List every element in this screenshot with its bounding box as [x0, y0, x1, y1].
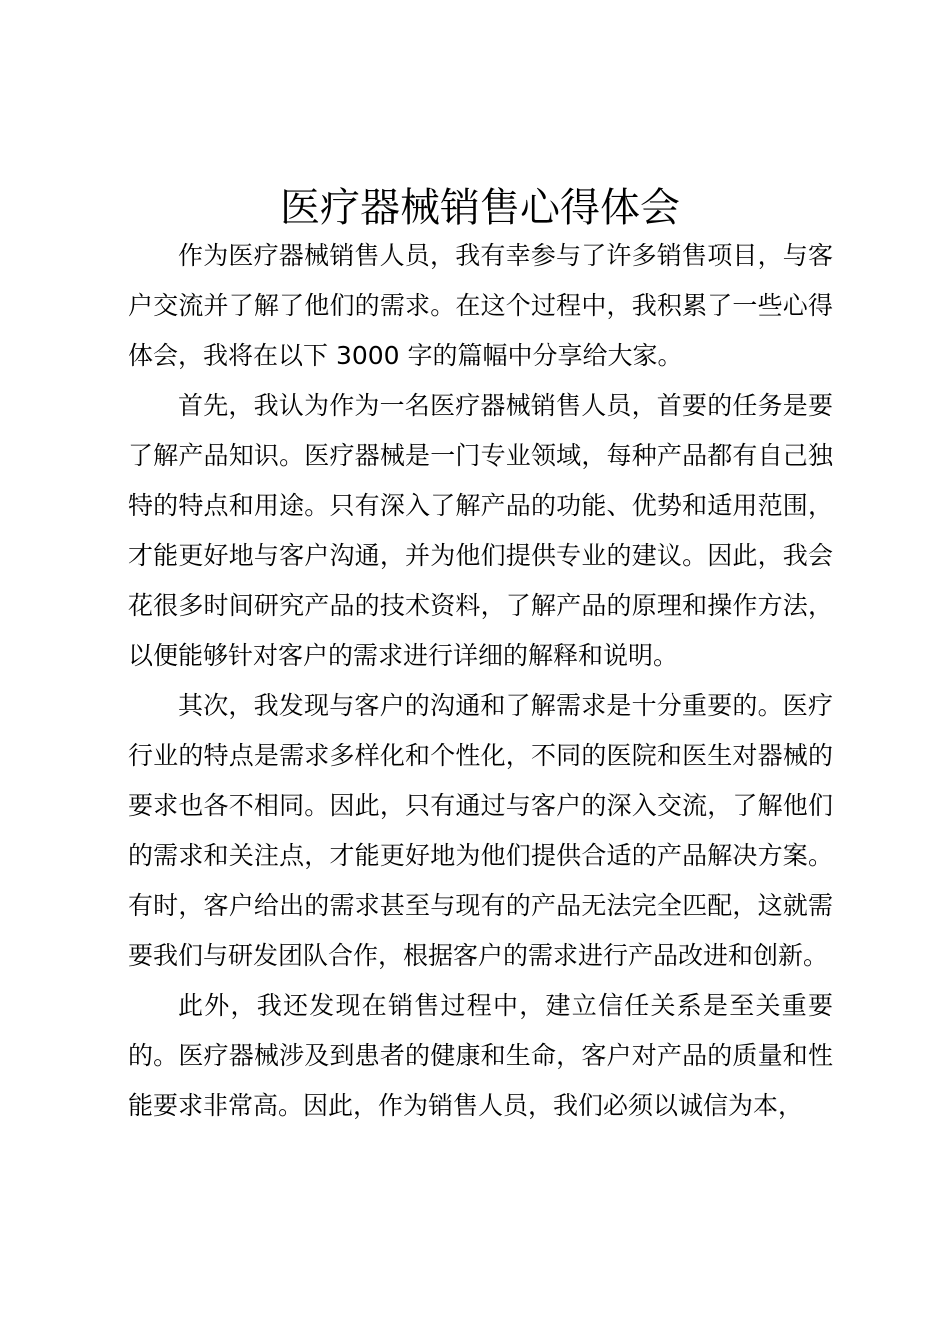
document-body — [128, 231, 833, 1131]
paragraph-customer-communication: 其次，我发现与客户的沟通和了解需求是十分重要的。医疗行业的特点是需求多样化和个性化，不同的医院和医生对器械的要求也各不相同。因此，只有通过与客户的深入交流，了解他们的需求和关注点，才能更好地为他们提供合适的产品解决方案。有时，客户给出的需求甚至与现有的产品无法完全匹配，这就需要我们与研发团队合作，根据客户的需求进行产品改进和创新。 — [128, 691, 833, 970]
paragraph-trust: 此外，我还发现在销售过程中，建立信任关系是至关重要的。医疗器械涉及到患者的健康和生命，客户对产品的质量和性能要求非常高。因此，作为销售人员，我们必须以诚信为本， — [128, 991, 833, 1120]
paragraph-intro: 作为医疗器械销售人员，我有幸参与了许多销售项目，与客户交流并了解了他们的需求。在这个过程中，我积累了一些心得体会，我将在以下 3000 字的篇幅中分享给大家。 — [128, 241, 833, 370]
document-title: 医疗器械销售心得体会 — [280, 185, 680, 231]
paragraph-product-knowledge: 首先，我认为作为一名医疗器械销售人员，首要的任务是要了解产品知识。医疗器械是一门专业领域，每种产品都有自己独特的特点和用途。只有深入了解产品的功能、优势和适用范围，才能更好地与客户沟通，并为他们提供专业的建议。因此，我会花很多时间研究产品的技术资料，了解产品的原理和操作方法，以便能够针对客户的需求进行详细的解释和说明。 — [128, 391, 833, 670]
